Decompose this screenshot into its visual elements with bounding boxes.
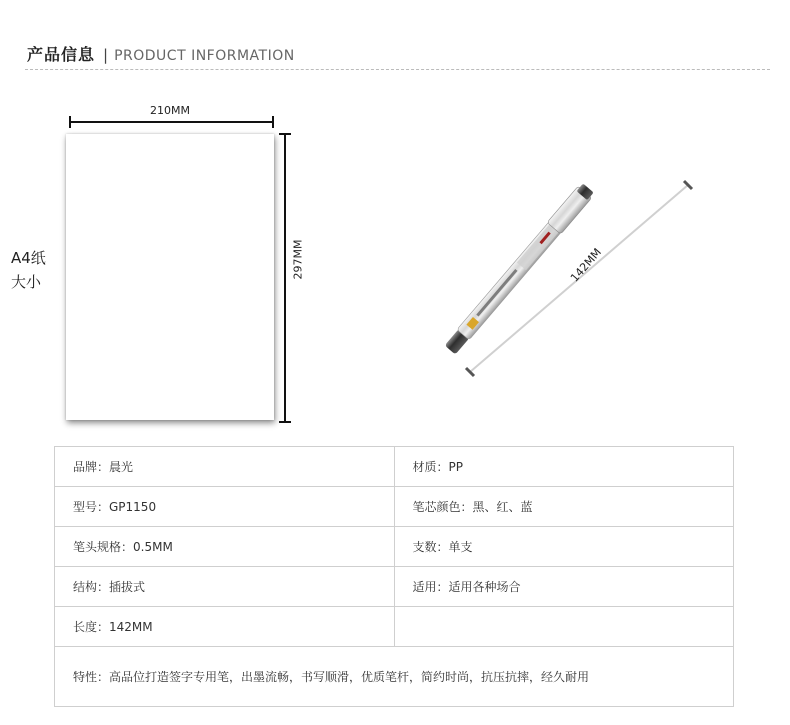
section-header	[27, 42, 295, 65]
table-row	[55, 647, 734, 707]
spec-length: 长度：142MM	[55, 607, 395, 647]
section-title-en: PRODUCT INFORMATION	[114, 48, 295, 64]
header-divider	[25, 69, 770, 70]
spec-tip: 笔头规格：0.5MM	[55, 527, 395, 567]
table-row	[55, 527, 734, 567]
spec-features: 特性：高品位打造签字专用笔，出墨流畅，书写顺滑，优质笔杆，简约时尚，抗压抗摔，经久耐用	[55, 647, 734, 707]
paper-height-label: 297MM	[291, 239, 305, 280]
section-title-cn: 产品信息	[27, 45, 96, 64]
pen-length-label: 142MM	[568, 245, 605, 285]
table-row	[55, 447, 734, 487]
table-row	[55, 567, 734, 607]
paper-width-dimension-line	[69, 121, 274, 123]
spec-material: 材质：PP	[394, 447, 734, 487]
pen-illustration	[430, 150, 720, 390]
spec-table	[54, 446, 734, 707]
spec-empty-cell	[394, 607, 734, 647]
spec-model: 型号：GP1150	[55, 487, 395, 527]
paper-height-dimension-line	[284, 133, 286, 423]
a4-size-label	[11, 246, 46, 294]
table-row	[55, 607, 734, 647]
table-row	[55, 487, 734, 527]
a4-label-line1: A4纸	[11, 249, 46, 267]
paper-width-label: 210MM	[150, 104, 190, 117]
spec-refill-color: 笔芯颜色：黑、红、蓝	[394, 487, 734, 527]
title-separator: |	[103, 46, 109, 64]
a4-paper-sheet	[66, 134, 274, 420]
spec-brand: 品牌：晨光	[55, 447, 395, 487]
a4-label-line2: 大小	[11, 273, 42, 291]
spec-count: 支数：单支	[394, 527, 734, 567]
spec-usage: 适用：适用各种场合	[394, 567, 734, 607]
spec-structure: 结构：插拔式	[55, 567, 395, 607]
